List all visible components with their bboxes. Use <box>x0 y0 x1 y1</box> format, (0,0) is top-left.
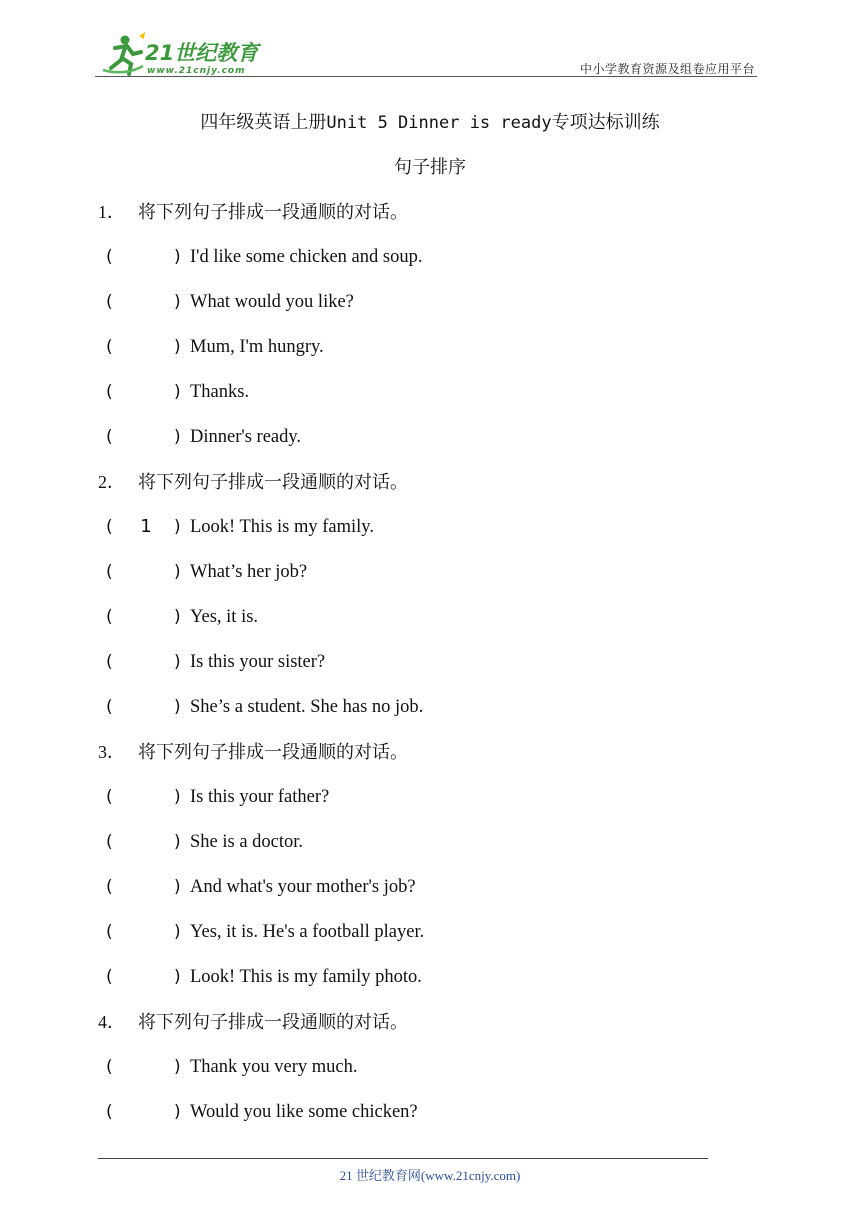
paren-left: ( <box>106 967 113 987</box>
sentence-item <box>98 288 738 333</box>
paren-left: ( <box>106 697 113 717</box>
paren-right: ) <box>174 1057 181 1077</box>
page-title <box>0 108 860 134</box>
paren-right: ) <box>174 337 181 357</box>
question-instruction: 将下列句子排成一段通顺的对话。 <box>138 202 408 223</box>
sentence-text: Would you like some chicken? <box>190 1102 418 1122</box>
sentence-text: And what's your mother's job? <box>190 877 416 897</box>
sentence-item <box>98 423 738 468</box>
sentence-text: I'd like some chicken and soup. <box>190 247 423 267</box>
paren-right: ) <box>174 1102 181 1122</box>
title-unit: Unit 5 Dinner is ready <box>326 113 552 133</box>
question-heading <box>98 738 738 783</box>
question-number: 3． <box>98 742 125 762</box>
sentence-item <box>98 828 738 873</box>
paren-right: ) <box>174 427 181 447</box>
sentence-item <box>98 333 738 378</box>
question-instruction: 将下列句子排成一段通顺的对话。 <box>138 742 408 763</box>
paren-left: ( <box>106 787 113 807</box>
paren-right: ) <box>174 292 181 312</box>
paren-right: ) <box>174 922 181 942</box>
sentence-item <box>98 378 738 423</box>
paren-right: ) <box>174 247 181 267</box>
sentence-text: What would you like? <box>190 292 354 312</box>
logo-runner-icon <box>95 30 275 78</box>
sentence-item <box>98 243 738 288</box>
site-logo <box>95 30 275 78</box>
paren-left: ( <box>106 427 113 447</box>
svg-text:www.21cnjy.com: www.21cnjy.com <box>147 66 246 76</box>
sentence-item <box>98 963 738 1008</box>
sentence-item <box>98 1053 738 1098</box>
header-divider <box>95 76 757 77</box>
page-header <box>95 30 757 78</box>
paren-left: ( <box>106 1057 113 1077</box>
paren-left: ( <box>106 562 113 582</box>
question-heading <box>98 198 738 243</box>
sentence-text: Thank you very much. <box>190 1057 358 1077</box>
sentence-item <box>98 603 738 648</box>
paren-left: ( <box>106 652 113 672</box>
svg-text:21世纪教育: 21世纪教育 <box>145 41 259 65</box>
paren-right: ) <box>174 652 181 672</box>
sentence-text: Dinner's ready. <box>190 427 302 447</box>
paren-right: ) <box>174 877 181 897</box>
paren-left: ( <box>106 607 113 627</box>
sentence-item <box>98 918 738 963</box>
sentence-text: Thanks. <box>190 382 250 402</box>
sentence-text: Yes, it is. He's a football player. <box>190 922 425 942</box>
paren-left: ( <box>106 1102 113 1122</box>
paren-left: ( <box>106 922 113 942</box>
question-instruction: 将下列句子排成一段通顺的对话。 <box>138 1012 408 1033</box>
sentence-text: Look! This is my family photo. <box>190 967 422 987</box>
sentence-text: Mum, I'm hungry. <box>190 337 324 357</box>
question-instruction: 将下列句子排成一段通顺的对话。 <box>138 472 408 493</box>
sentence-text: She is a doctor. <box>190 832 304 852</box>
sentence-text: What’s her job? <box>190 562 308 582</box>
sentence-item <box>98 873 738 918</box>
question-list <box>98 198 738 1143</box>
paren-right: ) <box>174 382 181 402</box>
question-heading <box>98 468 738 513</box>
question-number: 1． <box>98 202 125 222</box>
paren-right: ) <box>174 562 181 582</box>
paren-left: ( <box>106 877 113 897</box>
paren-right: ) <box>174 967 181 987</box>
paren-right: ) <box>174 697 181 717</box>
paren-left: ( <box>106 517 113 537</box>
question-number: 4． <box>98 1012 125 1032</box>
sentence-text: Yes, it is. <box>190 607 259 627</box>
sentence-text: She’s a student. She has no job. <box>190 697 424 717</box>
sentence-text: Is this your sister? <box>190 652 326 672</box>
paren-left: ( <box>106 247 113 267</box>
question-number: 2． <box>98 472 125 492</box>
sentence-text: Look! This is my family. <box>190 517 374 537</box>
sentence-item <box>98 1098 738 1143</box>
title-suffix: 专项达标训练 <box>551 112 660 133</box>
order-answer-blank[interactable]: 1 <box>140 516 152 537</box>
paren-left: ( <box>106 337 113 357</box>
title-prefix: 四年级英语上册 <box>200 112 327 133</box>
sentence-item <box>98 693 738 738</box>
section-subtitle: 句子排序 <box>394 157 466 178</box>
footer-text: 21 世纪教育网(www.21cnjy.com) <box>339 1168 521 1183</box>
sentence-item <box>98 783 738 828</box>
paren-right: ) <box>174 832 181 852</box>
paren-right: ) <box>174 607 181 627</box>
footer-divider <box>98 1158 708 1159</box>
paren-right: ) <box>174 517 181 537</box>
header-platform-text: 中小学教育资源及组卷应用平台 <box>579 62 755 76</box>
sentence-text: Is this your father? <box>190 787 330 807</box>
sentence-item <box>98 558 738 603</box>
paren-left: ( <box>106 832 113 852</box>
question-heading <box>98 1008 738 1053</box>
paren-left: ( <box>106 292 113 312</box>
paren-right: ) <box>174 787 181 807</box>
sentence-item <box>98 648 738 693</box>
sentence-item <box>98 513 738 558</box>
paren-left: ( <box>106 382 113 402</box>
